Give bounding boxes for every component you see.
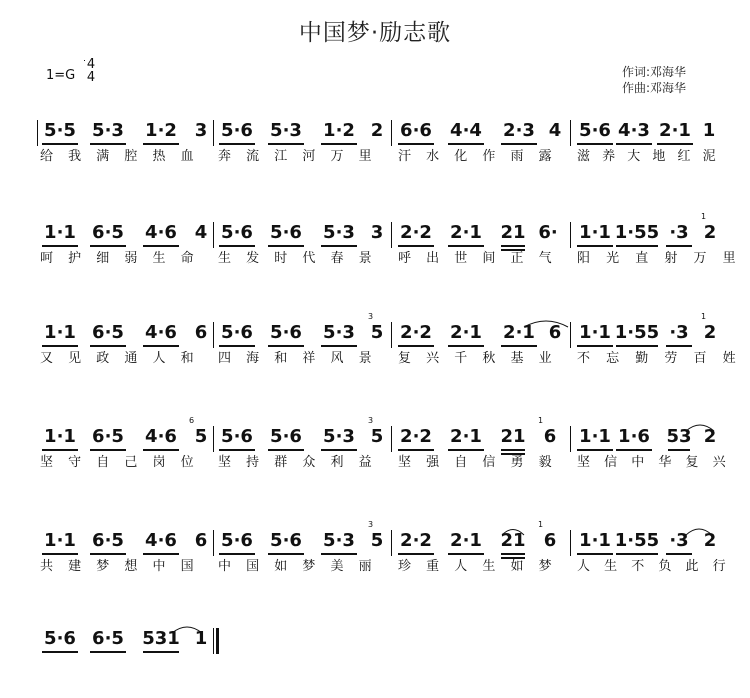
lyric-line: 又 见 政 通 人 和 [40, 351, 194, 366]
grace-note: 1 [701, 312, 707, 321]
note-group: 1·2 [141, 120, 181, 144]
note-group: 5·6 [217, 322, 257, 346]
note-group: 5·6 [266, 426, 306, 450]
lyric-line: 四 海 和 祥 风 景 [218, 351, 372, 366]
lyric-line: 共 建 梦 想 中 国 [40, 559, 194, 574]
note-group: 5·3 [319, 426, 359, 450]
lyric-line: 呼 出 世 间 正 气 [398, 251, 552, 266]
note-group: 2 [703, 322, 717, 343]
final-barline [213, 628, 214, 654]
tie-slur [500, 525, 526, 537]
lyric-line: 呵 护 细 弱 生 命 [40, 251, 194, 266]
grace-note: 3 [368, 312, 374, 321]
lyric-line: 不 忘 勤 劳 百 姓 [577, 351, 736, 366]
barline [391, 222, 392, 248]
note-group: 2·1 [446, 322, 486, 346]
note-group: 2·2 [396, 426, 436, 450]
note-group: 2·1 [655, 120, 695, 144]
note-group: 1·1 [575, 530, 615, 554]
note-group: 21 [499, 530, 527, 554]
note-group: 2 [703, 530, 717, 551]
note-group: 1·55 [614, 530, 660, 554]
note-group: 2·1 [446, 426, 486, 450]
score-row-2 [0, 212, 750, 292]
note-group: 4·3 [614, 120, 654, 144]
barline [391, 426, 392, 452]
grace-note: 3 [368, 416, 374, 425]
lyric-line: 中 国 如 梦 美 丽 [218, 559, 372, 574]
grace-note: 1 [538, 416, 544, 425]
time-signature [84, 58, 98, 84]
note-group: 21 [499, 222, 527, 246]
barline [391, 322, 392, 348]
note-group: 5·6 [217, 426, 257, 450]
note-group: 1·1 [40, 530, 80, 554]
lyric-line: 坚 信 中 华 复 兴 [577, 455, 726, 470]
note-group: 1·55 [614, 222, 660, 246]
note-group: 4·4 [446, 120, 486, 144]
note-group: 5 [194, 426, 208, 447]
note-group: 1·55 [614, 322, 660, 346]
note-group: 1·1 [575, 222, 615, 246]
lyric-line: 坚 强 自 信 勇 毅 [398, 455, 552, 470]
note-group: 6·5 [88, 322, 128, 346]
note-group: 6·5 [88, 426, 128, 450]
barline [213, 222, 214, 248]
lyric-line: 人 生 不 负 此 行 [577, 559, 726, 574]
note-group: 5·6 [217, 530, 257, 554]
lyric-line: 复 兴 千 秋 基 业 [398, 351, 552, 366]
lyric-line: 阳 光 直 射 万 里 [577, 251, 736, 266]
note-group: 5·6 [266, 530, 306, 554]
time-signature-top: 4 [86, 57, 96, 72]
note-group: 6 [548, 322, 562, 343]
song-title: 中国梦·励志歌 [298, 20, 452, 46]
note-group: 5 [370, 426, 384, 447]
note-group: 2·2 [396, 530, 436, 554]
note-group: 1·6 [614, 426, 654, 450]
note-group: 6 [543, 426, 557, 447]
note-group: 2 [703, 222, 717, 243]
note-group: 6·5 [88, 222, 128, 246]
barline [570, 120, 571, 146]
note-group: 6 [194, 322, 208, 343]
note-group: 5·6 [217, 222, 257, 246]
note-group: 1·1 [575, 426, 615, 450]
note-group: 5·3 [266, 120, 306, 144]
note-group: 2·3 [499, 120, 539, 144]
lyric-line: 汗 水 化 作 雨 露 [398, 149, 552, 164]
barline [37, 120, 38, 146]
barline [213, 322, 214, 348]
barline [391, 530, 392, 556]
lyric-line: 奔 流 江 河 万 里 [218, 149, 372, 164]
note-group: 5·6 [217, 120, 257, 144]
note-group: 1 [702, 120, 716, 141]
note-group: 5·5 [40, 120, 80, 144]
note-group: 6·5 [88, 530, 128, 554]
barline [570, 322, 571, 348]
barline [213, 120, 214, 146]
barline [213, 530, 214, 556]
lyricist-credit: 作词:邓海华 [622, 65, 687, 79]
key-label: 1=G [46, 68, 76, 83]
note-group: 5 [370, 322, 384, 343]
note-group: 2 [370, 120, 384, 141]
lyric-line: 滋 养 大 地 红 泥 [577, 149, 716, 164]
score-row-5 [0, 520, 750, 600]
note-group: 5·6 [266, 322, 306, 346]
note-group: 531 [141, 628, 181, 652]
barline [570, 426, 571, 452]
note-group: 1·1 [40, 322, 80, 346]
note-group: 2·1 [446, 530, 486, 554]
note-group: 4·6 [141, 322, 181, 346]
score-row-1 [0, 120, 750, 190]
grace-note: 3 [368, 520, 374, 529]
note-group: 5·6 [40, 628, 80, 652]
lyric-line: 给 我 满 腔 热 血 [40, 149, 194, 164]
note-group: 4·6 [141, 426, 181, 450]
note-group: 1·2 [319, 120, 359, 144]
note-group: 53 [666, 426, 692, 450]
note-group: 1 [194, 628, 208, 649]
time-signature-bottom: 4 [86, 70, 96, 85]
note-group: 2·1 [499, 322, 539, 346]
composer-credit: 作曲:邓海华 [622, 81, 687, 95]
note-group: 21 [499, 426, 527, 450]
note-group: 5·6 [575, 120, 615, 144]
note-group: 4·6 [141, 530, 181, 554]
final-barline-thick [216, 628, 219, 654]
note-group: 3 [194, 120, 208, 141]
note-group: 5·3 [88, 120, 128, 144]
note-group: 4 [548, 120, 562, 141]
note-group: 3 [370, 222, 384, 243]
note-group: 1·1 [40, 222, 80, 246]
credits [622, 64, 686, 96]
note-group: ·3 [664, 322, 694, 346]
score-row-3 [0, 312, 750, 392]
note-group: 5·3 [319, 322, 359, 346]
lyric-line: 坚 守 自 己 岗 位 [40, 455, 194, 470]
note-group: 5·3 [319, 222, 359, 246]
note-group: 6 [543, 530, 557, 551]
lyric-line: 坚 持 群 众 利 益 [218, 455, 372, 470]
note-group: 2·2 [396, 322, 436, 346]
note-group: 6·6 [396, 120, 436, 144]
grace-note: 1 [538, 520, 544, 529]
note-group: 2·1 [446, 222, 486, 246]
note-group: 2·2 [396, 222, 436, 246]
note-group: 5·3 [319, 530, 359, 554]
score-row-4 [0, 416, 750, 496]
lyric-line: 珍 重 人 生 如 梦 [398, 559, 552, 574]
note-group: 6·5 [88, 628, 128, 652]
note-group: 1·1 [575, 322, 615, 346]
barline [570, 530, 571, 556]
note-group: 5·6 [266, 222, 306, 246]
note-group: 4 [194, 222, 208, 243]
note-group: ·3 [664, 530, 694, 554]
note-group: ·3 [664, 222, 694, 246]
note-group: 6 [194, 530, 208, 551]
grace-note: 6 [189, 416, 195, 425]
lyric-line: 生 发 时 代 春 景 [218, 251, 372, 266]
grace-note: 1 [701, 212, 707, 221]
score-row-6 [0, 628, 750, 698]
barline [213, 426, 214, 452]
note-group: 6· [538, 222, 558, 243]
note-group: 5 [370, 530, 384, 551]
note-group: 1·1 [40, 426, 80, 450]
note-group: 4·6 [141, 222, 181, 246]
note-group: 2 [703, 426, 717, 447]
barline [570, 222, 571, 248]
barline [391, 120, 392, 146]
